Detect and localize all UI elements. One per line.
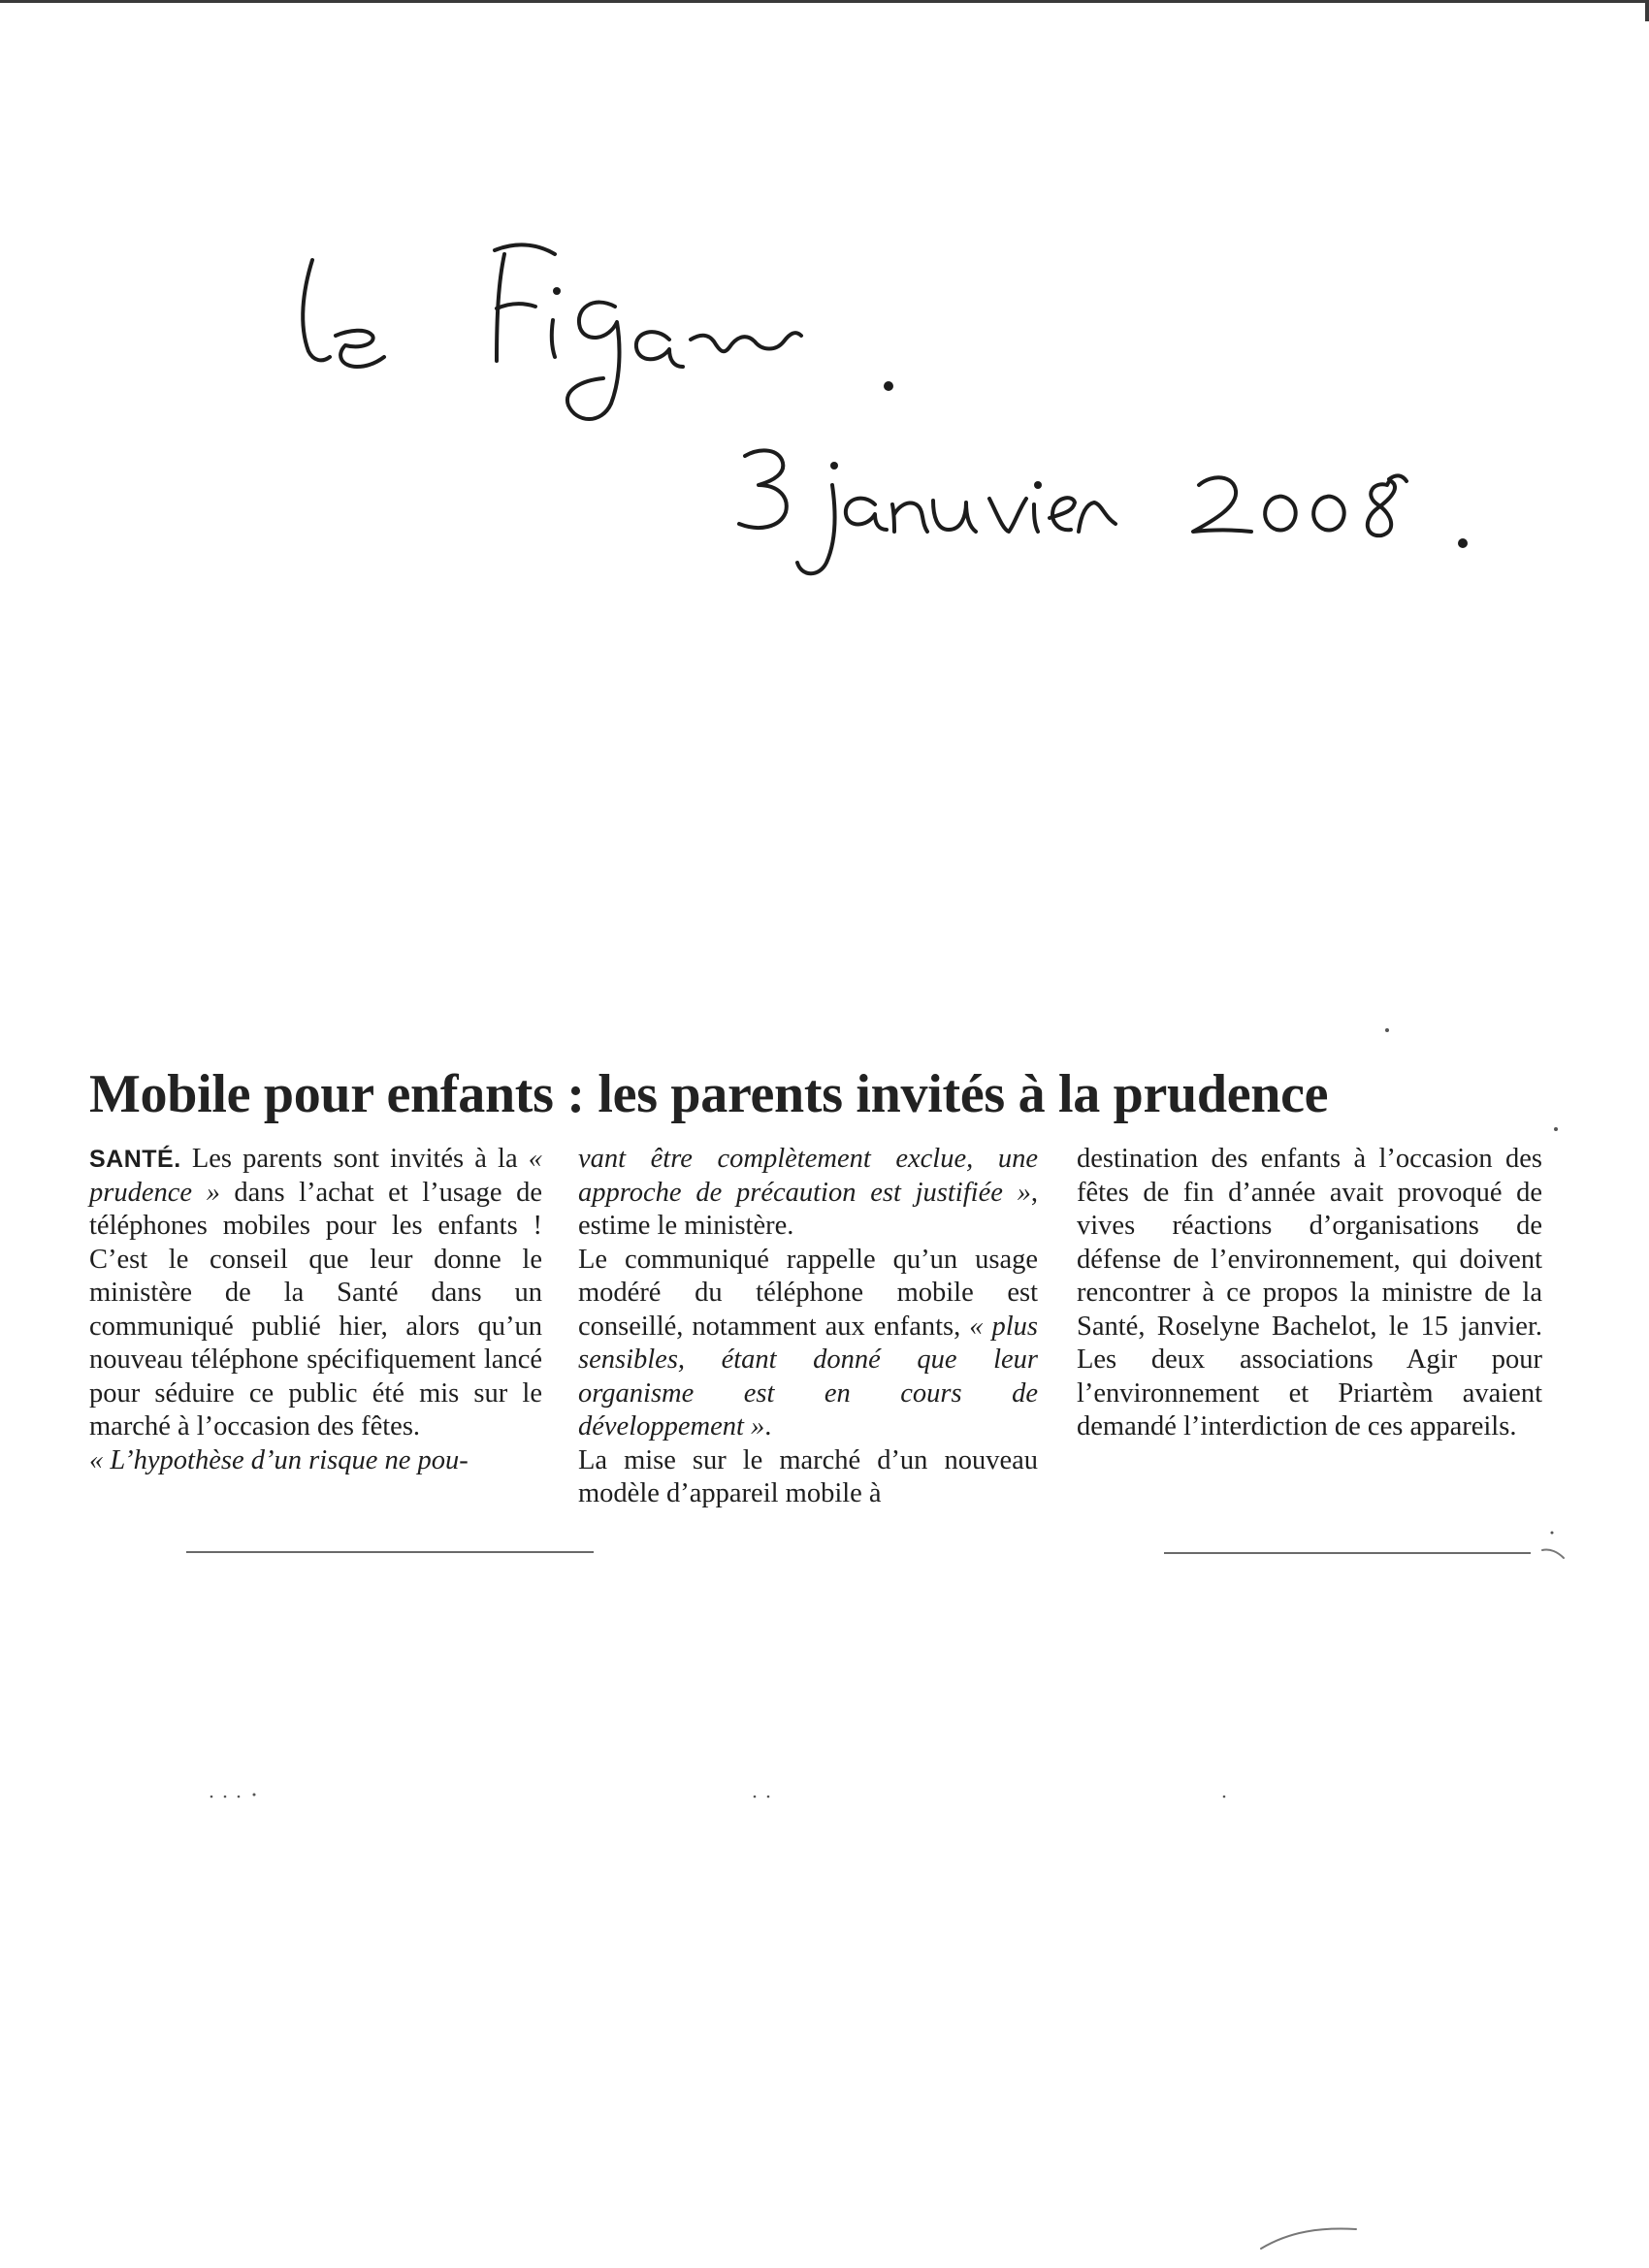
handwritten-line-le-figaro: [303, 244, 893, 419]
quote-prudence: « prudence »: [89, 1144, 542, 1208]
paragraph: [578, 1444, 1038, 1511]
column-end-rule: [186, 1551, 594, 1553]
quote-ministry-start: « L’hypothèse d’un risque ne pou-: [89, 1444, 469, 1475]
paragraph-text: Le communiqué rappelle qu’un usage modéré du téléphone mobile est conseillé, notamment aux enfants,: [578, 1244, 1038, 1342]
article-column-1: [89, 1143, 542, 1477]
handwritten-line-date: [739, 450, 1468, 573]
paragraph-text: , estime le ministère.: [578, 1177, 1038, 1241]
paragraph-text: .: [764, 1411, 772, 1442]
article-column-3: [1077, 1143, 1542, 1444]
quote-ministry-end: vant être complètement exclue, une approche de précaution est justifiée »: [578, 1144, 1038, 1208]
paragraph-text: dans l’achat et l’usage de téléphones mobiles pour les enfants ! C’est le conseil que leur donne le ministère de la Santé dans un communiqué publié hier, alors qu’un nouveau téléphone spécifiquement lancé pour séduire ce public été mis sur le marché à l’occasion des fêtes.: [89, 1177, 542, 1442]
article-headline: Mobile pour enfants : les parents invités à la prudence: [89, 1064, 1329, 1124]
paragraph: [578, 1244, 1038, 1444]
paragraph: [89, 1143, 542, 1444]
paragraph: [1077, 1143, 1542, 1444]
article-rubric: SANTÉ.: [89, 1146, 181, 1173]
paragraph: [89, 1444, 542, 1478]
paragraph-text: La mise sur le marché d’un nouveau modèle d’appareil mobile à: [578, 1444, 1038, 1508]
paragraph-text: destination des enfants à l’occasion des fêtes de fin d’année avait provoqué de vives réactions d’organisations de défense de l’environnement, qui doivent rencontrer à ce propos la ministre de la Santé, Roselyne Bachelot, le 15 janvier. Les deux associations Agir pour l’environnement et Priartèm avaient demandé l’interdiction de ces appareils.: [1077, 1144, 1542, 1442]
column-end-rule: [1164, 1552, 1531, 1554]
paragraph: [578, 1143, 1038, 1244]
quote-children-sensitive: « plus sensibles, étant donné que leur organisme est en cours de développement »: [578, 1311, 1038, 1442]
article-column-2: [578, 1143, 1038, 1511]
paragraph-text: Les parents sont invités à la: [180, 1144, 529, 1174]
handwritten-annotation: [0, 0, 1649, 621]
